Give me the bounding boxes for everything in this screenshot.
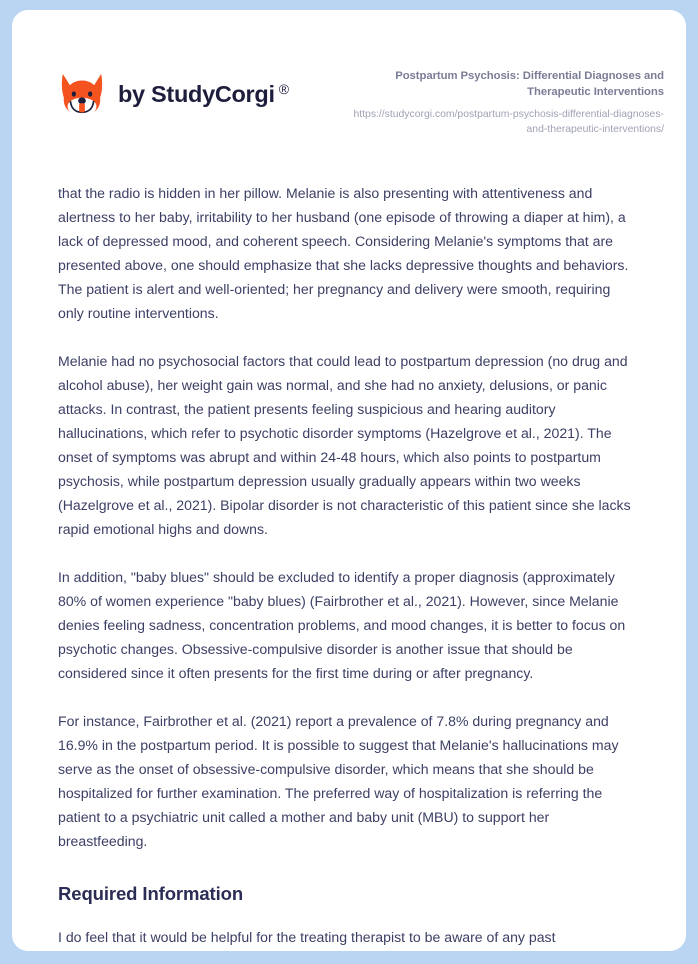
body-paragraph: In addition, "baby blues" should be excluded to identify a proper diagnosis (approximately 80% of women experience "baby blues) (Fairbrother et al., 2021). However, since Melanie denies feeling sadness, concentration problems, and mood changes, it is better to focus on psychotic changes. Obsessive-compulsive disorder is another issue that should be considered since it often presents for the first time during or after pregnancy. — [58, 569, 626, 682]
body-paragraph: Melanie had no psychosocial factors that could lead to postpartum depression (no drug and alcohol abuse), her weight gain was normal, and she had no anxiety, delusions, or panic attacks. In contrast, the patient presents feeling suspicious and hearing auditory hallucinations, which refer to psychotic disorder symptoms (Hazelgrove et al., 2021). The onset of symptoms was abrupt and within 24-48 hours, which also points to postpartum psychosis, while postpartum depression usually gradually appears within two weeks (Hazelgrove et al., 2021). Bipolar disorder is not characteristic of this patient since she lacks rapid emotional highs and downs. — [58, 353, 631, 538]
registered-trademark-icon: ® — [278, 80, 289, 97]
section-heading-required-information: Required Information — [58, 883, 244, 905]
document-header — [12, 10, 686, 137]
body-paragraph: I do feel that it would be helpful for the treating therapist to be aware of any past — [58, 929, 556, 946]
document-title: Postpartum Psychosis: Differential Diagnoses and Therapeutic Interventions — [395, 70, 664, 99]
document-sheet — [12, 10, 686, 951]
corgi-face-logo-icon — [58, 70, 106, 118]
body-paragraph: that the radio is hidden in her pillow. Melanie is also presenting with attentiveness and alertness to her baby, irritability to her husband (one episode of throwing a diaper at him), a lack of depressed mood, and coherent speech. Considering Melanie's symptoms that are presented above, one should emphasize that she lacks depressive thoughts and behaviors. The patient is alert and well-oriented; her pregnancy and delivery were smooth, requiring only routine interventions. — [58, 185, 629, 322]
brand-lockup — [58, 70, 289, 118]
document-meta — [342, 62, 664, 137]
document-body — [12, 181, 686, 949]
brand-name — [118, 81, 289, 108]
body-paragraph: For instance, Fairbrother et al. (2021) report a prevalence of 7.8% during pregnancy and 16.9% in the postpartum period. It is possible to suggest that Melanie's hallucinations may serve as the onset of obsessive-compulsive disorder, which means that she should be hospitalized for further examination. The preferred way of hospitalization is referring the patient to a psychiatric unit called a mother and baby unit (MBU) to support her breastfeeding. — [58, 713, 619, 850]
brand-name-text: by StudyCorgi — [118, 80, 275, 107]
document-source-url[interactable]: https://studycorgi.com/postpartum-psychosis-differential-diagnoses-and-therapeutic-interventions/ — [353, 109, 664, 136]
